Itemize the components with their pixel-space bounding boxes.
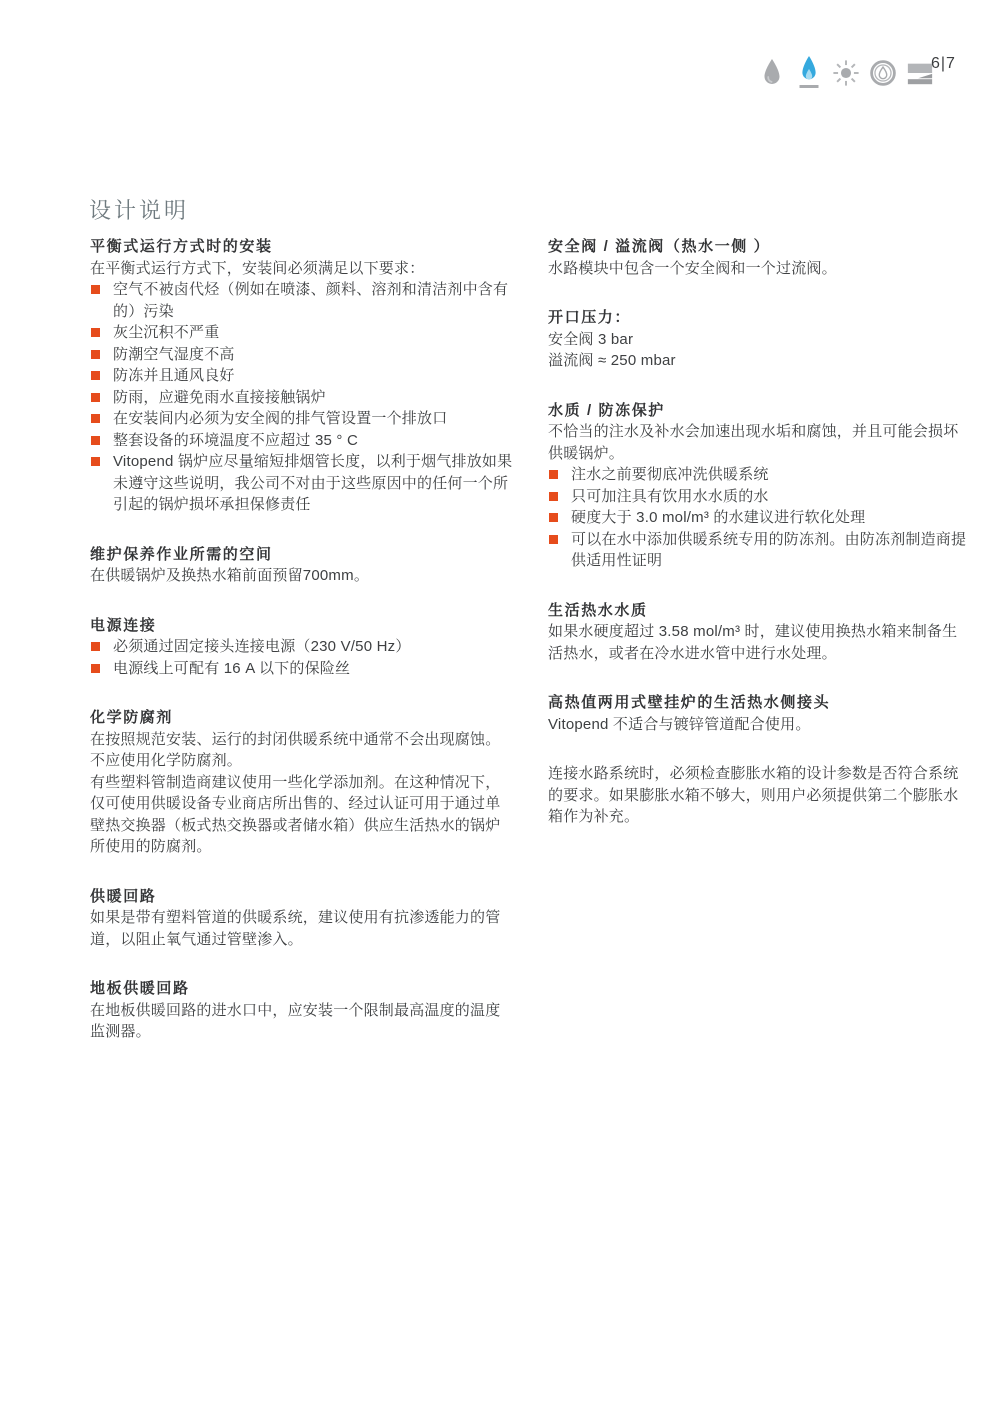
section-heading: 化学防腐剂: [90, 709, 174, 726]
list-item: [90, 430, 514, 452]
bullet-text: 空气不被卤代烃（例如在喷漆、颜料、溶剂和清洁剂中含有的）污染: [113, 281, 509, 320]
section-heading: 地板供暖回路: [90, 980, 190, 997]
section-intro: 在平衡式运行方式下，安装间必须满足以下要求：: [90, 259, 425, 277]
gas-flame-icon: [795, 54, 823, 92]
bullet-text: 整套设备的环境温度不应超过 35 ° C: [113, 431, 359, 449]
bullet-square-icon: [549, 492, 558, 501]
list-item: [90, 279, 514, 322]
list-item: [90, 658, 514, 680]
bullet-text: 灰尘沉积不严重: [113, 324, 220, 341]
section-dhw-connection: [548, 692, 970, 735]
bullet-square-icon: [91, 285, 100, 294]
oil-drop-icon: [758, 54, 786, 92]
list-item: [548, 486, 970, 508]
bullet-text: 防雨，应避免雨水直接接触锅炉: [113, 388, 326, 406]
section-safety-overflow-valve: [548, 236, 970, 279]
section-balanced-flue-installation: [90, 236, 514, 516]
bullet-text: Vitopend 锅炉应尽量缩短排烟管长度，以利于烟气排放如果未遵守这些说明，我公司不对由于这些原因中的任何一个所引起的锅炉损坏承担保修责任: [113, 453, 513, 513]
list-item: [90, 451, 514, 516]
section-paragraph: 有些塑料管制造商建议使用一些化学添加剂。在这种情况下，仅可使用供暖设备专业商店所出售的、经过认证可用于通过单壁热交换器（板式热交换器或者储水箱）供应生活热水的锅炉所使用的防腐剂。: [90, 773, 501, 855]
bullet-text: 防冻并且通风良好: [113, 367, 235, 384]
section-heading: 电源连接: [90, 616, 157, 634]
list-item: [548, 529, 970, 572]
section-body: 如果水硬度超过 3.58 mol/m³ 时，建议使用换热水箱来制备生活热水，或者在冷水进水管中进行水处理。: [548, 623, 958, 662]
section-heading: 生活热水水质: [548, 601, 648, 619]
bullet-text: 必须通过固定接头连接电源（230 V/50 Hz）: [113, 638, 411, 655]
bullet-square-icon: [91, 393, 100, 402]
section-heating-circuit: [90, 886, 514, 951]
pressure-line: 溢流阀 ≈ 250 mbar: [548, 352, 676, 369]
section-body: 如果是带有塑料管道的供暖系统，建议使用有抗渗透能力的管道，以阻止氧气通过管壁渗入。: [90, 909, 501, 948]
bullet-square-icon: [91, 436, 100, 445]
list-item: [90, 322, 514, 344]
right-column: [548, 236, 970, 856]
section-body: 在地板供暖回路的进水口中，应安装一个限制最高温度的温度监测器。: [90, 1001, 501, 1040]
bullet-square-icon: [549, 470, 558, 479]
list-item: [548, 507, 970, 529]
section-paragraph: 在按照规范安装、运行的封闭供暖系统中通常不会出现腐蚀。不应使用化学防腐剂。: [90, 730, 501, 769]
bullet-square-icon: [91, 457, 100, 466]
section-underfloor-heating-circuit: [90, 978, 514, 1043]
bullet-text: 在安装间内必须为安全阀的排气管设置一个排放口: [113, 410, 448, 427]
section-dhw-quality: [548, 600, 970, 665]
bullet-square-icon: [91, 642, 100, 651]
page-title: 设计说明: [89, 198, 190, 223]
bullet-square-icon: [549, 535, 558, 544]
section-water-quality-frost-protection: [548, 400, 970, 572]
section-chemical-inhibitors: [90, 707, 514, 858]
bullet-square-icon: [91, 414, 100, 423]
bullet-square-icon: [91, 350, 100, 359]
list-item: [548, 464, 970, 486]
section-power-supply: [90, 615, 514, 680]
section-heading: 水质 / 防冻保护: [548, 401, 665, 419]
bullet-text: 只可加注具有饮用水水质的水: [571, 487, 769, 505]
list-item: [90, 344, 514, 366]
section-heading: 平衡式运行方式时的安装: [90, 238, 273, 255]
bullet-text: 电源线上可配有 16 A 以下的保险丝: [113, 659, 351, 677]
section-body: 连接水路系统时，必须检查膨胀水箱的设计参数是否符合系统的要求。如果膨胀水箱不够大，则用户必须提供第二个膨胀水箱作为补充。: [548, 765, 959, 825]
list-item: [90, 387, 514, 409]
sun-icon: [832, 54, 860, 92]
fuel-type-icon-row: [758, 54, 934, 92]
burner-flame-icon: [869, 54, 897, 92]
section-body: 水路模块中包含一个安全阀和一个过流阀。: [548, 259, 837, 277]
section-heading: 维护保养作业所需的空间: [90, 545, 273, 563]
bullet-text: 防潮空气湿度不高: [113, 345, 235, 363]
section-heading: 开口压力：: [548, 309, 632, 326]
list-item: [90, 408, 514, 430]
section-opening-pressure: [548, 307, 970, 372]
page-number: 6|7: [931, 55, 956, 72]
solid-fuel-icon: [906, 54, 934, 92]
left-column: [90, 236, 514, 1071]
bullet-square-icon: [91, 328, 100, 337]
section-body: 在供暖锅炉及换热水箱前面预留700mm。: [90, 567, 370, 584]
bullet-text: 注水之前要彻底冲洗供暖系统: [571, 466, 769, 483]
section-maintenance-clearance: [90, 544, 514, 587]
section-intro: 不恰当的注水及补水会加速出现水垢和腐蚀，并且可能会损坏供暖锅炉。: [548, 423, 959, 462]
list-item: [90, 365, 514, 387]
list-item: [90, 636, 514, 658]
section-heading: 高热值两用式壁挂炉的生活热水侧接头: [548, 694, 831, 711]
bullet-text: 硬度大于 3.0 mol/m³ 的水建议进行软化处理: [571, 509, 866, 526]
bullet-square-icon: [549, 513, 558, 522]
bullet-text: 可以在水中添加供暖系统专用的防冻剂。由防冻剂制造商提供适用性证明: [571, 530, 967, 569]
section-heading: 供暖回路: [90, 887, 157, 905]
bullet-square-icon: [91, 371, 100, 380]
pressure-line: 安全阀 3 bar: [548, 330, 634, 348]
section-expansion-vessel-note: [548, 763, 970, 828]
section-heading: 安全阀 / 溢流阀（热水一侧 ）: [548, 238, 771, 255]
section-body: Vitopend 不适合与镀锌管道配合使用。: [548, 715, 811, 733]
bullet-square-icon: [91, 664, 100, 673]
